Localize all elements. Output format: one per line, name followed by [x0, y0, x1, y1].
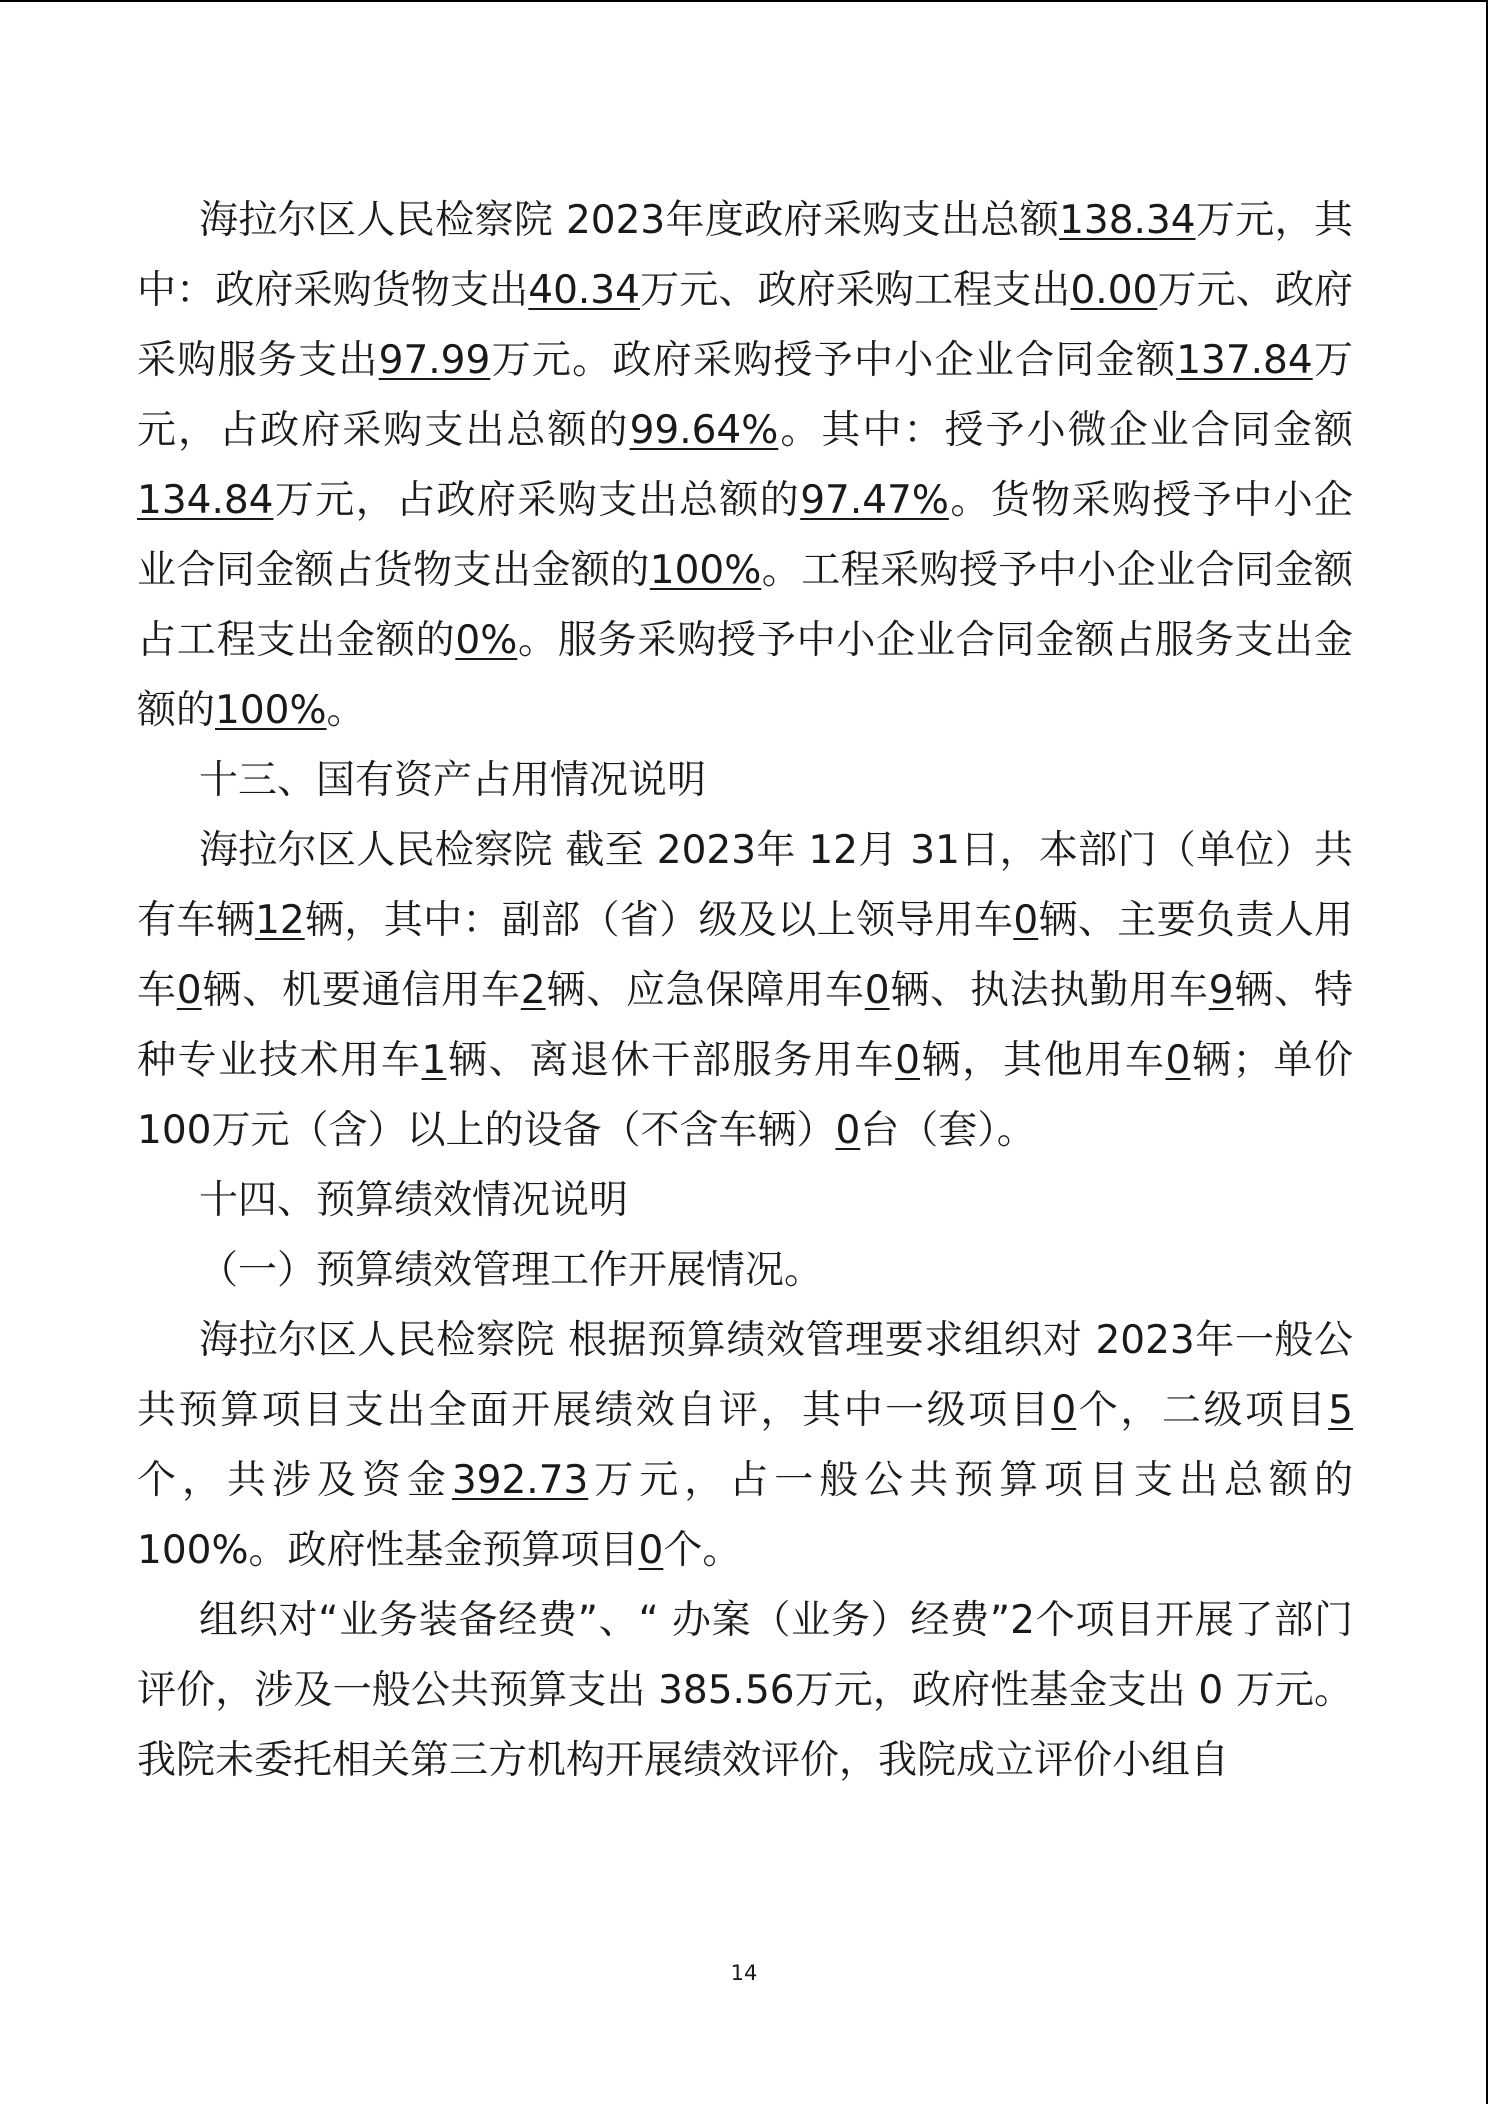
level-one-projects: 0 [1051, 1388, 1077, 1433]
assets-text: 台（套）。 [860, 1108, 1036, 1153]
other-vehicles: 0 [1165, 1038, 1191, 1083]
procurement-text: 。货物采购授予中小企业合同金额占货物支出金额的 [137, 478, 1353, 593]
micro-share: 97.47% [800, 478, 949, 523]
assets-text: 辆、特种专业技术用车 [137, 968, 1353, 1083]
sme-contract-amount: 137.84 [1176, 338, 1313, 383]
procurement-text: 万元。政府采购授予中小企业合同金额 [490, 338, 1177, 383]
procurement-text: 万元，其中：政府采购货物支出 [137, 198, 1353, 313]
large-equipment-count: 0 [835, 1108, 861, 1153]
performance-text: 个。 [663, 1528, 742, 1573]
assets-paragraph [137, 816, 1353, 1166]
goods-sme-share: 100% [649, 548, 762, 593]
assets-text: 辆、应急保障用车 [545, 968, 865, 1013]
services-expenditure: 97.99 [378, 338, 491, 383]
procurement-text: 万元，占政府采购支出总额的 [273, 478, 801, 523]
performance-text: 万元，占一般公共预算项目支出总额的 100%。政府性基金预算项目 [137, 1458, 1353, 1573]
confidential-comm-vehicles: 2 [520, 968, 546, 1013]
evaluation-paragraph: 组织对“业务装备经费”、“ 办案（业务）经费”2个项目开展了部门评价，涉及一般公共预算支出 385.56万元，政府性基金支出 0 万元。我院未委托相关第三方机构开展绩效评价，我院成立评价小组自 [137, 1598, 1353, 1783]
procurement-total: 138.34 [1059, 198, 1196, 243]
procurement-text: 海拉尔区人民检察院 2023年度政府采购支出总额 [199, 198, 1060, 243]
performance-text: 个，共涉及资金 [137, 1458, 452, 1503]
procurement-paragraph [137, 186, 1353, 746]
law-enforcement-vehicles: 9 [1208, 968, 1234, 1013]
assets-text: 辆，其中：副部（省）级及以上领导用车 [304, 898, 1014, 943]
assets-text: 辆；单价 100万元（含）以上的设备（不含车辆） [137, 1038, 1353, 1153]
assets-text: 辆、机要通信用车 [201, 968, 521, 1013]
procurement-text: 万元、政府采购工程支出 [639, 268, 1071, 313]
vehicle-total: 12 [255, 898, 305, 943]
procurement-text: 。其中：授予小微企业合同金额 [778, 408, 1353, 453]
document-body [137, 186, 1353, 1796]
procurement-text: 。 [326, 688, 366, 733]
principal-vehicles: 0 [176, 968, 202, 1013]
procurement-text: 万元，占政府采购支出总额的 [137, 338, 1353, 453]
page-border-top [0, 0, 1488, 2]
emergency-vehicles: 0 [864, 968, 890, 1013]
assets-text: 辆、主要负责人用车 [137, 898, 1353, 1013]
page-number: 14 [730, 1961, 758, 1985]
leader-vehicles: 0 [1013, 898, 1039, 943]
assets-text: 海拉尔区人民检察院 截至 2023年 12月 31日，本部门（单位）共有车辆 [137, 828, 1353, 943]
level-two-projects: 5 [1328, 1388, 1353, 1433]
performance-paragraph [137, 1306, 1353, 1586]
sme-share: 99.64% [629, 408, 779, 453]
services-sme-share: 100% [215, 688, 327, 733]
performance-text: 海拉尔区人民检察院 根据预算绩效管理要求组织对 2023年一般公共预算项目支出全面开展绩效自评，其中一级项目 [137, 1318, 1353, 1433]
assets-text: 辆、执法执勤用车 [889, 968, 1209, 1013]
works-sme-share: 0% [455, 618, 518, 663]
assets-text: 辆、离退休干部服务用车 [446, 1038, 896, 1083]
retiree-service-vehicles: 0 [895, 1038, 920, 1083]
section-heading-13: 十三、国有资产占用情况说明 [199, 758, 707, 803]
government-fund-projects: 0 [638, 1528, 664, 1573]
performance-text: 个，二级项目 [1076, 1388, 1329, 1433]
procurement-text: 。服务采购授予中小企业合同金额占服务支出金额的 [137, 618, 1353, 733]
subsection-heading-1: （一）预算绩效管理工作开展情况。 [199, 1248, 824, 1293]
section-heading-14: 十四、预算绩效情况说明 [199, 1178, 629, 1223]
procurement-text: 。工程采购授予中小企业合同金额占工程支出金额的 [137, 548, 1353, 663]
funds-involved: 392.73 [451, 1458, 589, 1503]
special-technical-vehicles: 1 [421, 1038, 447, 1083]
procurement-text: 万元、政府采购服务支出 [137, 268, 1353, 383]
assets-text: 辆，其他用车 [920, 1038, 1166, 1083]
micro-contract-amount: 134.84 [137, 478, 274, 523]
goods-expenditure: 40.34 [528, 268, 640, 313]
works-expenditure: 0.00 [1070, 268, 1158, 313]
